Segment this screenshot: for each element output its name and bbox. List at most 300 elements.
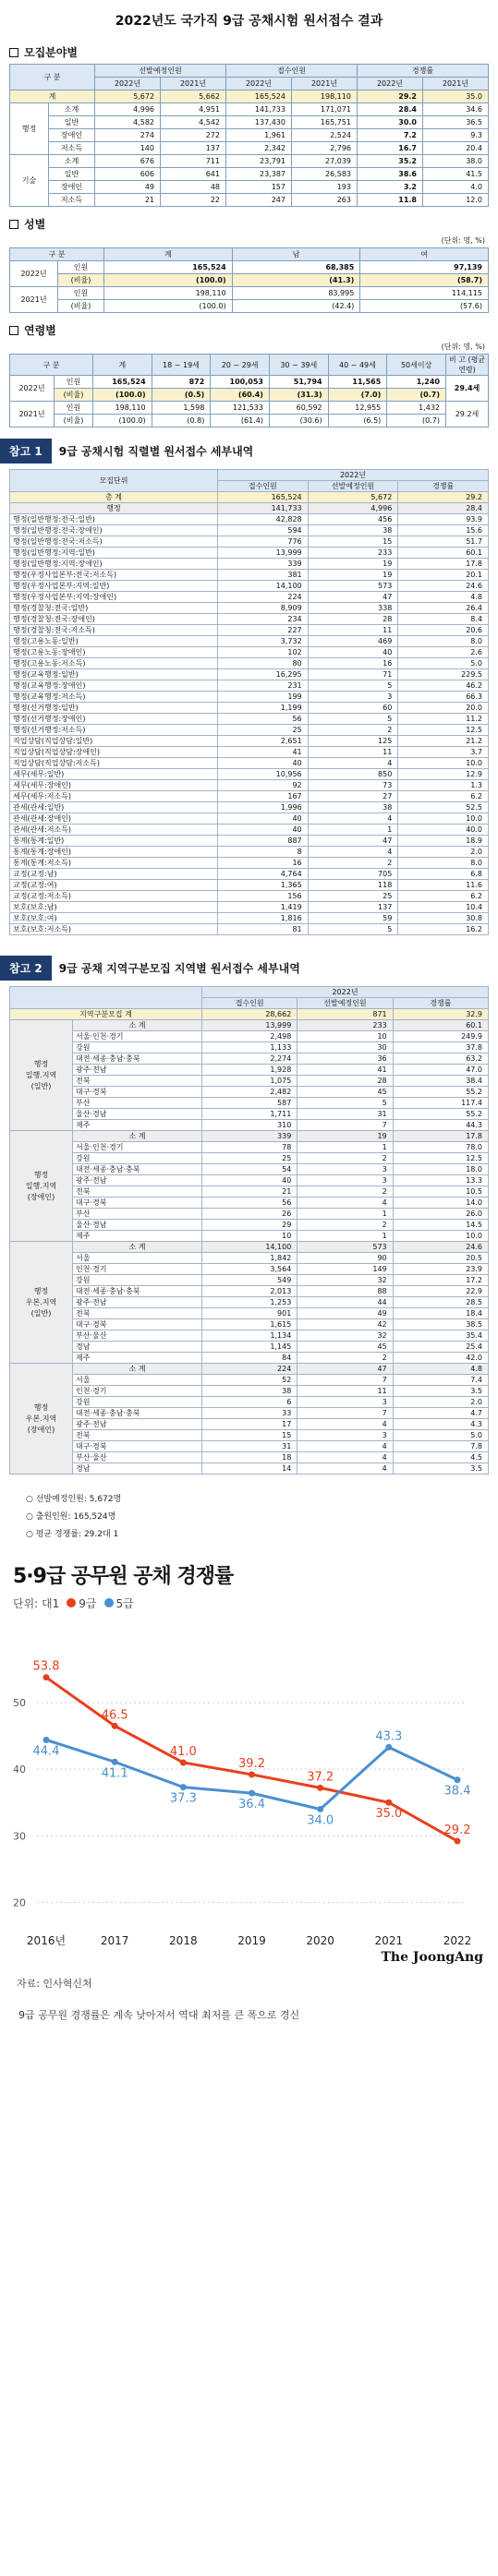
group-label-line: 행정 <box>33 1286 49 1295</box>
table-cell: 2,342 <box>226 142 292 155</box>
table-cell: 4.3 <box>393 1419 488 1430</box>
table-row <box>10 415 489 427</box>
table-row <box>10 514 489 525</box>
table-row <box>10 536 489 548</box>
table-cell: 2 <box>298 1353 393 1364</box>
header-total: 계 <box>104 248 233 261</box>
table-cell: 42,828 <box>218 514 309 525</box>
table-cell: 14.5 <box>393 1220 488 1231</box>
section-recruit-field-header <box>9 44 489 60</box>
header-applicants: 접수인원 <box>226 65 358 78</box>
group-label-line: (일반) <box>30 1308 52 1318</box>
table-cell: 887 <box>218 836 309 847</box>
row-label: 저소득 <box>49 194 95 207</box>
table-cell: 6.2 <box>398 791 489 802</box>
table-cell: 42.0 <box>393 1353 488 1364</box>
table-cell: 78.0 <box>393 1142 488 1153</box>
table-cell: 행정(선거행정:장애인) <box>10 714 218 725</box>
table-row <box>10 880 489 891</box>
table-cell: 14 <box>202 1463 298 1475</box>
subtotal-row <box>10 1364 489 1375</box>
table-cell: 4.8 <box>393 1364 488 1375</box>
table-row <box>10 1198 489 1209</box>
table-cell: 10.0 <box>398 758 489 769</box>
table-cell: 3.5 <box>393 1463 488 1475</box>
table-cell: 1,615 <box>202 1319 298 1330</box>
table-cell: 36 <box>298 1053 393 1065</box>
table-cell: 16.7 <box>358 142 423 155</box>
table-cell: 4,996 <box>308 503 398 514</box>
table-row <box>10 1286 489 1297</box>
table-row <box>10 836 489 847</box>
table-cell: 28.5 <box>393 1297 488 1308</box>
table-cell: 25 <box>202 1153 298 1164</box>
square-bullet-icon <box>9 48 18 57</box>
table-row <box>10 559 489 570</box>
table-cell: 12.9 <box>398 769 489 780</box>
table-cell: 17.2 <box>393 1275 488 1286</box>
table-cell: 1,419 <box>218 902 309 913</box>
group-label-line: 일행.지역 <box>25 1181 57 1190</box>
table-cell: 224 <box>202 1364 298 1375</box>
table-cell: 3.5 <box>393 1386 488 1397</box>
reference-tag: 참고 1 <box>0 439 52 463</box>
x-tick-label: 2016년 <box>26 1934 67 1947</box>
y-tick-label: 20 <box>13 1896 26 1909</box>
group-label-line: 행정 <box>33 1170 49 1179</box>
table-cell: 1,075 <box>202 1076 298 1087</box>
table-row <box>10 548 489 559</box>
table-row <box>10 1098 489 1109</box>
table-cell: 서울 <box>73 1375 202 1386</box>
table-cell: 행정 <box>10 503 218 514</box>
table-row <box>10 913 489 924</box>
table-cell: 10,956 <box>218 769 309 780</box>
column-header: 18 ~ 19세 <box>152 355 211 376</box>
table-row <box>10 1065 489 1076</box>
table-cell: 41.5 <box>423 168 489 181</box>
table-cell: 234 <box>218 614 309 625</box>
data-label: 46.5 <box>101 1708 128 1723</box>
table-cell: 소 계 <box>73 1364 202 1375</box>
table-row <box>10 1452 489 1463</box>
table-row <box>10 813 489 825</box>
table-row <box>10 402 489 415</box>
table-cell: 7 <box>298 1375 393 1386</box>
table-cell: 8.4 <box>398 614 489 625</box>
table-cell: 469 <box>308 636 398 647</box>
table-cell: 2 <box>298 1220 393 1231</box>
table-cell: 165,524 <box>104 261 233 274</box>
table-cell: 1,928 <box>202 1065 298 1076</box>
table-cell: 제주 <box>73 1231 202 1242</box>
table-cell: 3 <box>298 1164 393 1175</box>
table-cell: (100.0) <box>104 274 233 287</box>
table-cell: 경남 <box>73 1463 202 1475</box>
table-row <box>10 1142 489 1153</box>
data-label: 41.0 <box>169 1744 197 1759</box>
table-cell: 20.5 <box>393 1253 488 1264</box>
table-cell: 47 <box>308 836 398 847</box>
table-cell: 보호(보호:여) <box>10 913 218 924</box>
table-cell: 1,816 <box>218 913 309 924</box>
competition-chart <box>0 1553 498 2042</box>
data-label: 38.4 <box>443 1784 471 1799</box>
data-point <box>455 1838 461 1845</box>
table-cell: 5,672 <box>95 90 161 103</box>
table-cell: 5 <box>308 680 398 692</box>
table-cell: 26.4 <box>398 603 489 614</box>
document-title: 2022년도 국가직 9급 공채시험 원서접수 결과 <box>115 14 383 29</box>
table-row <box>10 902 489 913</box>
table-cell: 1,598 <box>152 402 211 415</box>
table-row <box>10 1463 489 1475</box>
table-cell: 18.4 <box>393 1308 488 1319</box>
section-title: 모집분야별 <box>24 46 78 59</box>
table-cell: 56 <box>218 714 309 725</box>
table-cell: 인천·경기 <box>73 1264 202 1275</box>
table-cell: 37.8 <box>393 1042 488 1053</box>
table-cell: 38 <box>308 802 398 813</box>
table-cell: 83,995 <box>232 287 360 300</box>
table-cell: 10 <box>202 1231 298 1242</box>
header-female: 여 <box>360 248 489 261</box>
table-cell: 대전·세종·충남·충북 <box>73 1286 202 1297</box>
note-line: ○ 출원인원: 165,524명 <box>26 1512 116 1522</box>
table-cell: 울산·경남 <box>73 1220 202 1231</box>
table-cell: 대구·경북 <box>73 1087 202 1098</box>
table-row <box>10 847 489 858</box>
table-cell: 56 <box>202 1198 298 1209</box>
data-point <box>317 1785 323 1791</box>
table-cell: 5,662 <box>161 90 226 103</box>
table-row <box>10 1175 489 1186</box>
table-cell: 38 <box>202 1386 298 1397</box>
table-cell: 5 <box>308 714 398 725</box>
table-cell: 11.2 <box>398 714 489 725</box>
table-cell: 7 <box>298 1120 393 1131</box>
table-cell: (6.5) <box>328 415 387 427</box>
table-row <box>10 1264 489 1275</box>
group-label <box>10 1020 73 1131</box>
table-cell: 17.8 <box>398 559 489 570</box>
table-cell: 19 <box>298 1131 393 1142</box>
table-cell: 51.7 <box>398 536 489 548</box>
table-cell: 4 <box>298 1198 393 1209</box>
table-cell: 60.1 <box>398 548 489 559</box>
table-cell: 1,432 <box>387 402 446 415</box>
table-cell: 40.0 <box>398 825 489 836</box>
data-label: 43.3 <box>375 1729 403 1744</box>
avg-age: 29.4세 <box>446 376 489 402</box>
table-cell: 4 <box>308 813 398 825</box>
table-cell: 1,711 <box>202 1109 298 1120</box>
table-cell: 93.9 <box>398 514 489 525</box>
table-cell: 행정(우정사업본부:지역:장애인) <box>10 592 218 603</box>
table-cell: 47 <box>298 1364 393 1375</box>
table-cell: 29.2 <box>398 492 489 503</box>
table-row <box>10 116 489 129</box>
table-cell: 행정(선거행정:일반) <box>10 703 218 714</box>
table-cell: 587 <box>202 1098 298 1109</box>
note-line: ○ 평균 경쟁률: 29.2대 1 <box>26 1530 119 1539</box>
section-title: 연령별 <box>24 324 56 337</box>
table-cell: 165,524 <box>93 376 152 389</box>
data-point <box>43 1737 50 1743</box>
x-tick-label: 2018 <box>169 1934 198 1947</box>
data-label: 35.0 <box>375 1807 403 1822</box>
reference-title: 9급 공채시험 직렬별 원서접수 세부내역 <box>58 445 254 458</box>
table-cell: 2,651 <box>218 736 309 747</box>
x-tick-label: 2021 <box>374 1934 404 1947</box>
header-competition: 경쟁률 <box>358 65 489 78</box>
table-cell: 199 <box>218 692 309 703</box>
table-row <box>10 802 489 813</box>
table-row <box>10 1319 489 1330</box>
table-cell: 10.5 <box>393 1186 488 1198</box>
reference-tag: 참고 2 <box>0 956 52 981</box>
total-row <box>10 1009 489 1020</box>
table-cell: 6.8 <box>398 869 489 880</box>
table-cell: (0.7) <box>387 389 446 402</box>
table-cell: 10.0 <box>398 813 489 825</box>
table-cell: 5.0 <box>393 1430 488 1441</box>
reference-1-banner <box>0 439 498 463</box>
table-cell: 21 <box>95 194 161 207</box>
table-cell: 247 <box>226 194 292 207</box>
table-cell: 세무(세무:장애인) <box>10 780 218 791</box>
table-cell: 부산·울산 <box>73 1330 202 1342</box>
row-year: 2022년 <box>10 261 58 287</box>
row-label: (비율) <box>55 415 93 427</box>
table-cell: 총 계 <box>10 492 218 503</box>
table-cell: 249.9 <box>393 1031 488 1042</box>
header-2021: 2021년 <box>423 78 489 90</box>
table-cell: 18.9 <box>398 836 489 847</box>
table-cell: 보호(보호:남) <box>10 902 218 913</box>
section-age-header <box>9 322 489 338</box>
x-tick-label: 2017 <box>100 1934 129 1947</box>
table-row <box>10 891 489 902</box>
table-cell: 137,430 <box>226 116 292 129</box>
table-cell: 25 <box>308 891 398 902</box>
table-cell: 보호(보호:저소득) <box>10 924 218 935</box>
table-cell: 광주·전남 <box>73 1175 202 1186</box>
table-cell: 137 <box>161 142 226 155</box>
table-cell: 1 <box>298 1142 393 1153</box>
table-cell: 6 <box>202 1397 298 1408</box>
avg-age: 29.2세 <box>446 402 489 427</box>
table-cell: 641 <box>161 168 226 181</box>
square-bullet-icon <box>9 326 18 335</box>
table-cell: 100,053 <box>211 376 270 389</box>
table-cell: 71 <box>308 669 398 680</box>
column-header: 계 <box>93 355 152 376</box>
table-cell: 141,733 <box>226 103 292 116</box>
table-cell: 19 <box>308 570 398 581</box>
table-row <box>10 168 489 181</box>
table-row <box>10 274 489 287</box>
table-cell: 11 <box>308 747 398 758</box>
table-cell: 606 <box>95 168 161 181</box>
table-cell: 2 <box>308 725 398 736</box>
table-row <box>10 1353 489 1364</box>
table-cell: 84 <box>202 1353 298 1364</box>
table-row <box>10 1430 489 1441</box>
table-cell: 4 <box>298 1452 393 1463</box>
table-cell: 2.6 <box>398 647 489 658</box>
row-label: (비율) <box>58 300 104 313</box>
table-cell: 2,796 <box>292 142 358 155</box>
header-2022: 2022년 <box>95 78 161 90</box>
table-cell: 68,385 <box>232 261 360 274</box>
table-cell: 36.5 <box>423 116 489 129</box>
table-row <box>10 1087 489 1098</box>
table-cell: 부산 <box>73 1209 202 1220</box>
table-row <box>10 747 489 758</box>
table-cell: 1 <box>308 825 398 836</box>
table-cell: 60,592 <box>269 402 328 415</box>
table-cell: 17.8 <box>393 1131 488 1142</box>
table-row <box>10 142 489 155</box>
table-cell: 60 <box>308 703 398 714</box>
column-header: 30 ~ 39세 <box>269 355 328 376</box>
table-cell: 2 <box>298 1186 393 1198</box>
table-cell: 제주 <box>73 1353 202 1364</box>
table-cell: 11.8 <box>358 194 423 207</box>
table-cell: 20.4 <box>423 142 489 155</box>
table-row <box>10 376 489 389</box>
table-cell: 3 <box>298 1175 393 1186</box>
table-row <box>10 1397 489 1408</box>
table-row <box>10 603 489 614</box>
data-point <box>317 1806 323 1812</box>
table-cell: 전북 <box>73 1308 202 1319</box>
table-cell: 2.0 <box>398 847 489 858</box>
table-cell: 32.9 <box>393 1009 488 1020</box>
table-cell: 4 <box>298 1419 393 1430</box>
row-label: (비율) <box>55 389 93 402</box>
table-cell: 338 <box>308 603 398 614</box>
table-cell: 167 <box>218 791 309 802</box>
regional-table <box>9 986 489 1475</box>
group-label-line: 우본.지역 <box>25 1297 57 1306</box>
table-cell: 2.0 <box>393 1397 488 1408</box>
table-cell: 13,999 <box>218 548 309 559</box>
table-cell: 16,295 <box>218 669 309 680</box>
table-cell: 233 <box>308 548 398 559</box>
table-cell: 456 <box>308 514 398 525</box>
table-cell: 18 <box>202 1452 298 1463</box>
table-row <box>10 1275 489 1286</box>
data-label: 41.1 <box>101 1766 128 1781</box>
summary-notes <box>26 1491 498 1544</box>
header-selection: 선발예정인원 <box>298 998 393 1009</box>
table-cell: 198,110 <box>104 287 233 300</box>
table-cell: 55.2 <box>393 1087 488 1098</box>
table-cell: 14,100 <box>218 581 309 592</box>
table-cell: 46.2 <box>398 680 489 692</box>
group-label-line: 행정 <box>33 1402 49 1412</box>
table-cell: 81 <box>218 924 309 935</box>
table-cell: 4,582 <box>95 116 161 129</box>
table-row <box>10 1120 489 1131</box>
table-cell: 3,564 <box>202 1264 298 1275</box>
data-point <box>112 1759 118 1765</box>
table-cell: 711 <box>161 155 226 168</box>
table-row <box>10 1109 489 1120</box>
table-cell: 165,524 <box>218 492 309 503</box>
section-title: 성별 <box>24 218 46 231</box>
table-row <box>10 769 489 780</box>
table-cell: 29.2 <box>358 90 423 103</box>
table-cell: 44.3 <box>393 1120 488 1131</box>
table-cell: 41 <box>218 747 309 758</box>
table-cell: 8.0 <box>398 858 489 869</box>
table-cell: 15.6 <box>398 525 489 536</box>
x-tick-label: 2020 <box>306 1934 334 1947</box>
group-label-line: 우본.지역 <box>25 1414 57 1423</box>
note-line: ○ 선발예정인원: 5,672명 <box>26 1495 122 1504</box>
table-row <box>10 703 489 714</box>
table-cell: 137 <box>308 902 398 913</box>
table-cell: 10 <box>298 1031 393 1042</box>
row-label: 장애인 <box>49 181 95 194</box>
table-cell: 2,274 <box>202 1053 298 1065</box>
table-cell: 1,134 <box>202 1330 298 1342</box>
table-row <box>10 1031 489 1042</box>
table-cell: 40 <box>218 825 309 836</box>
table-cell: 47 <box>308 592 398 603</box>
table-cell: 88 <box>298 1286 393 1297</box>
table-cell: 2 <box>308 858 398 869</box>
data-point <box>43 1674 50 1680</box>
job-series-table <box>9 469 489 935</box>
header-unit: 모집단위 <box>10 470 218 492</box>
table-cell: 11 <box>308 625 398 636</box>
table-row <box>10 1053 489 1065</box>
header-applicants: 접수인원 <box>218 481 309 492</box>
table-cell: 66.3 <box>398 692 489 703</box>
table-cell: 행정(선거행정:저소득) <box>10 725 218 736</box>
table-cell: 10.0 <box>393 1231 488 1242</box>
table-cell: 부산 <box>73 1098 202 1109</box>
table-row <box>10 625 489 636</box>
header-2021: 2021년 <box>161 78 226 90</box>
table-cell: 8,909 <box>218 603 309 614</box>
table-cell: (0.5) <box>152 389 211 402</box>
table-cell: 6.2 <box>398 891 489 902</box>
reference-2-banner <box>0 956 498 981</box>
subtotal-row <box>10 1242 489 1253</box>
table-cell: 행정(교육행정:일반) <box>10 669 218 680</box>
table-cell: 교정(교정:저소득) <box>10 891 218 902</box>
data-point <box>180 1759 187 1765</box>
table-cell: 통계(통계:장애인) <box>10 847 218 858</box>
table-cell: 소 계 <box>73 1020 202 1031</box>
table-cell: 행정(고용노동:저소득) <box>10 658 218 669</box>
table-cell: 594 <box>218 525 309 536</box>
table-cell: 행정(고용노동:장애인) <box>10 647 218 658</box>
table-cell: 20.6 <box>398 625 489 636</box>
table-cell: 224 <box>218 592 309 603</box>
table-cell: 156 <box>218 891 309 902</box>
row-group-label: 행정 <box>10 103 49 155</box>
table-cell: 38.0 <box>423 155 489 168</box>
data-label: 37.3 <box>169 1791 197 1806</box>
table-cell: 26 <box>202 1209 298 1220</box>
group-label <box>10 1242 73 1364</box>
